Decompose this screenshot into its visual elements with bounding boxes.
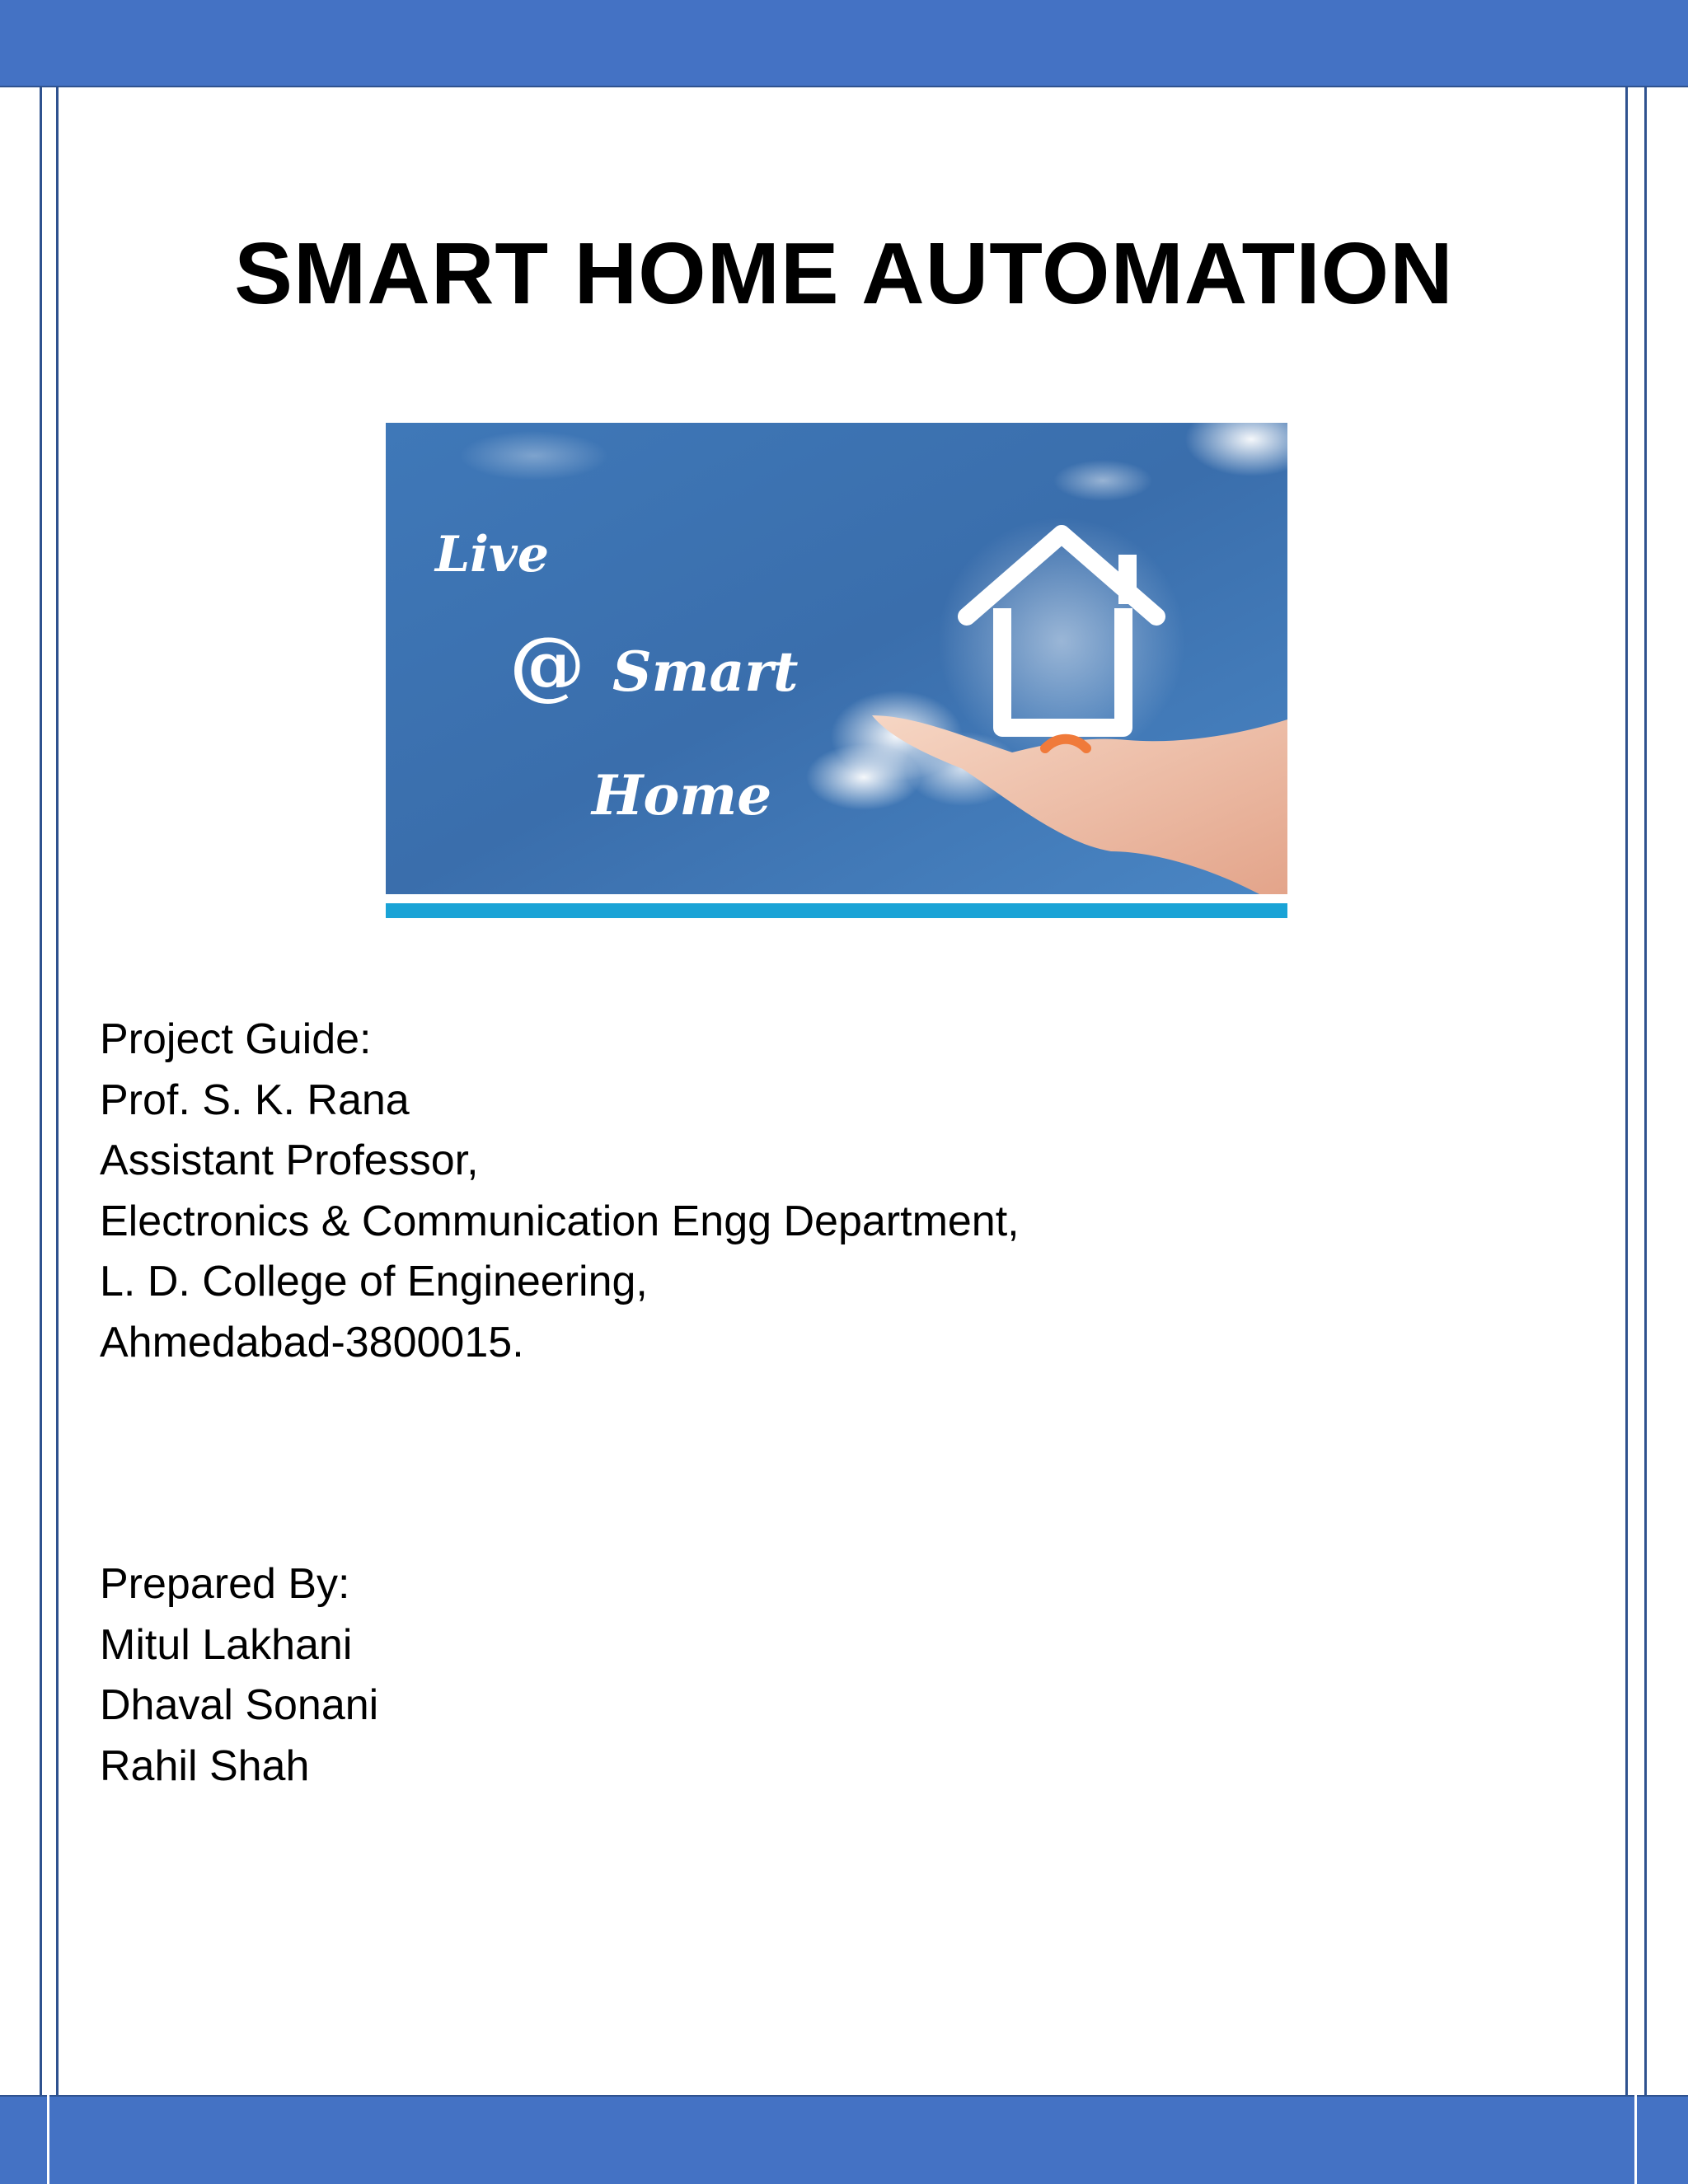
author-name: Rahil Shah [100,1741,310,1790]
page-border-line-left-outer [40,87,42,2095]
guide-city: Ahmedabad-3800015. [100,1318,524,1366]
page-border-gap-left [47,2095,49,2184]
prepared-by-heading: Prepared By: [100,1560,350,1608]
guide-designation: Assistant Professor, [100,1137,479,1184]
page-title: SMART HOME AUTOMATION [234,225,1454,322]
project-guide-section [100,1010,1020,1373]
project-guide-heading: Project Guide: [100,1015,372,1063]
page-border-line-left-inner [56,87,59,2095]
guide-college: L. D. College of Engineering, [100,1258,648,1305]
banner-text-home: Home [592,763,772,827]
banner-text-live: Live [435,526,550,583]
author-name: Dhaval Sonani [100,1681,379,1729]
page-border-gap-right [1634,2095,1637,2184]
banner-stripe [386,903,1287,918]
house-icon [938,518,1185,765]
banner-text-at: @ [509,620,585,709]
prepared-by-section [100,1554,378,1797]
page-border-line-right-outer [1644,87,1647,2095]
top-border-band [0,0,1688,87]
smart-home-banner-image [386,423,1287,918]
page-border-line-right-inner [1625,87,1628,2095]
guide-name: Prof. S. K. Rana [100,1076,410,1124]
banner-text-smart: Smart [612,640,799,704]
author-name: Mitul Lakhani [100,1620,353,1669]
bottom-border-band [0,2095,1688,2184]
guide-department: Electronics & Communication Engg Department, [100,1197,1020,1245]
